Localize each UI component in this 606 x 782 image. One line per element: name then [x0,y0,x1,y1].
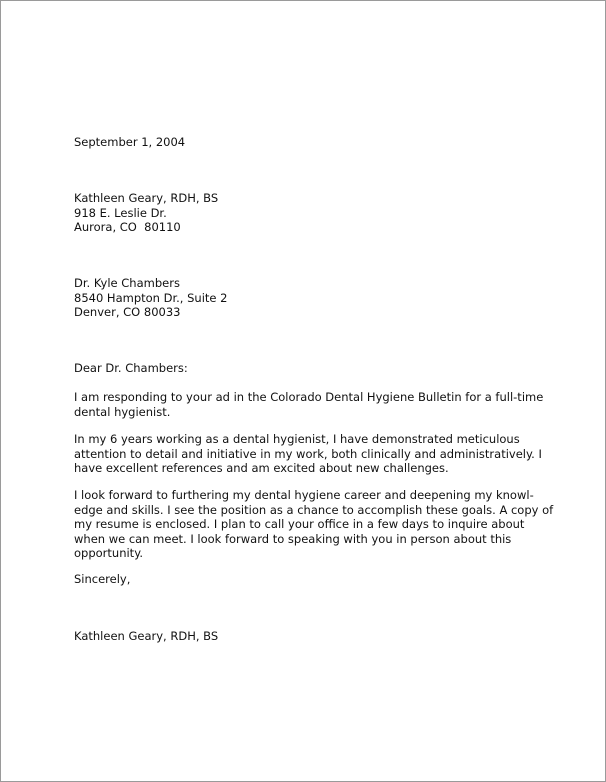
paragraph-line: my resume is enclosed. I plan to call your office in a few days to inquire about [74,517,525,531]
recipient-city: Denver, CO 80033 [74,305,181,319]
paragraph-line: I am responding to your ad in the Colorado Dental Hygiene Bulletin for a full-time [74,390,544,404]
sender-address [74,191,218,235]
body-paragraph-1 [74,390,544,419]
sender-name: Kathleen Geary, RDH, BS [74,191,219,205]
paragraph-line: have excellent references and am excited about new challenges. [74,461,449,475]
date-text: September 1, 2004 [74,135,186,149]
paragraph-line: In my 6 years working as a dental hygienist, I have demonstrated meticulous [74,432,520,446]
paragraph-line: dental hygienist. [74,404,171,419]
closing-text: Sincerely, [74,572,131,586]
paragraph-line: edge and skills. I see the position as a chance to accomplish these goals. A copy of [74,502,554,517]
paragraph-line: when we can meet. I look forward to speaking with you in person about this [74,531,512,546]
signature [74,629,218,644]
body-paragraph-2 [74,432,542,476]
closing [74,572,130,587]
body-paragraph-3 [74,488,554,561]
sender-street: 918 E. Leslie Dr. [74,205,167,220]
recipient-name: Dr. Kyle Chambers [74,276,180,290]
letter-date [74,135,185,150]
paragraph-line: opportunity. [74,546,144,560]
recipient-street: 8540 Hampton Dr., Suite 2 [74,290,228,305]
paragraph-line: attention to detail and initiative in my work, both clinically and administratively. I [74,446,542,461]
paragraph-line: I look forward to furthering my dental hygiene career and deepening my knowl- [74,488,534,502]
sender-city: Aurora, CO 80110 [74,220,181,234]
salutation [74,361,188,376]
recipient-address [74,276,227,320]
salutation-text: Dear Dr. Chambers: [74,361,188,375]
signature-name: Kathleen Geary, RDH, BS [74,629,219,643]
